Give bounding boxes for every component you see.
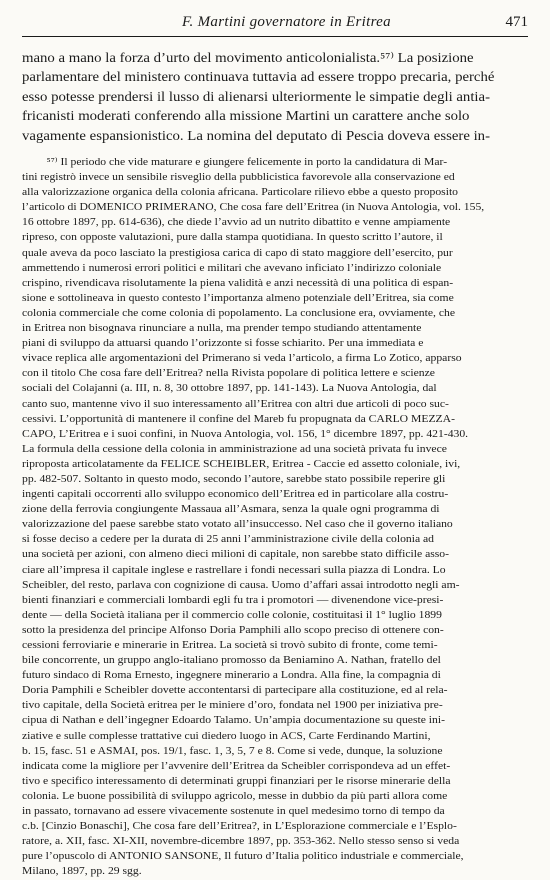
footnote-line: cessivi. L’opportunità di mantenere il confine del Mareb fu propugnata da CARLO MEZZA- xyxy=(22,413,455,425)
body-paragraph xyxy=(22,48,528,145)
footnote-57 xyxy=(22,155,528,880)
footnote-line: 16 ottobre 1897, pp. 614-636), che diede l’avvio ad un nutrito dibattito e venne ampiamente xyxy=(22,217,451,229)
footnote-line: CAPO, L’Eritrea e i suoi confini, in Nuova Antologia, vol. 156, 1° dicembre 1897, pp. 421-430. xyxy=(22,428,469,440)
footnote-line: c.b. [Cinzio Bonaschi], Che cosa fare dell’Eritrea?, in L’Esplorazione commerciale e l’Esplo- xyxy=(22,821,457,833)
footnote-line: ⁵⁷⁾ Il periodo che vide maturare e giungere felicemente in porto la candidatura di Mar- xyxy=(46,157,448,168)
body-line: parlamentare del ministero continuava tuttavia ad essere troppo precaria, perché xyxy=(22,69,495,85)
footnote-line: valorizzazione del paese sarebbe stato votato all’insuccesso. Nel caso che il governo italiano xyxy=(22,519,453,531)
footnote-line: futuro sindaco di Roma Ernesto, ingegnere minerario a Londra. Alla fine, la compagnia di xyxy=(22,670,441,682)
footnote-line: ammettendo i numerosi errori politici e militari che avevano inficiato l’indirizzo coloniale xyxy=(22,262,442,274)
footnote-line: La formula della cessione della colonia in amministrazione ad una società privata fu invece xyxy=(22,443,447,455)
footnote-line: bienti finanziari e commerciali lombardi egli fu tra i promotori — divenendone vice-presi- xyxy=(22,594,444,606)
footnote-line: l’articolo di DOMENICO PRIMERANO, Che cosa fare dell’Eritrea (in Nuova Antologia, vol. 155, xyxy=(22,202,485,214)
footnote-line: dente — della Società italiana per il commercio colle colonie, costituitasi il 1° luglio 1899 xyxy=(22,609,442,621)
footnote-line: colonia commerciale che come colonia di popolamento. La conclusione era, ovviamente, che xyxy=(22,307,456,319)
footnote-line: canto suo, mantenne vivo il suo interessamento all’Eritrea con altri due articoli di poco suc- xyxy=(22,398,449,410)
running-title: F. Martini governatore in Eritrea xyxy=(182,14,391,30)
footnote-line: tini registrò invece un sensibile risveglio della pubblicistica favorevole alla conservazione ed xyxy=(22,172,455,184)
footnote-line: Milano, 1897, pp. 29 sgg. xyxy=(22,866,142,878)
footnote-line: bile concorrente, un gruppo anglo-italiano promosso da Beniamino A. Nathan, fratello del xyxy=(22,655,441,667)
footnote-line: cipua di Nathan e dell’ingegner Edoardo Talamo. Un’ampia documentazione su queste ini- xyxy=(22,715,445,727)
footnote-line: zione della ferrovia congiungente Massaua all’Asmara, senza la quale ogni programma di xyxy=(22,504,440,516)
footnote-line: ciare all’impresa il capitale inglese e rastrellare i fondi necessari sulla piazza di Londra. Lo xyxy=(22,564,446,576)
body-line: mano a mano la forza d’urto del movimento anticolonialista.⁵⁷⁾ La posizione xyxy=(22,50,474,65)
footnote-line: si fosse deciso a cedere per la durata di 25 anni l’amministrazione civile della colonia ad xyxy=(22,534,435,546)
footnote-line: tivo capitale, della Società eritrea per le miniere d’oro, fondata nel 1900 per iniziativa pre- xyxy=(22,700,443,712)
footnote-line: sotto la presidenza del principe Alfonso Doria Pamphili allo scopo preciso di ottenere con- xyxy=(22,624,444,636)
footnote-line: pure l’opuscolo di ANTONIO SANSONE, Il futuro d’Italia politico industriale e commerciale, xyxy=(22,851,464,863)
footnote-line: una società per azioni, con almeno dieci milioni di capitale, non sarebbe stato difficile asso- xyxy=(22,549,449,561)
footnote-line: ratore, a. XII, fasc. XI-XII, novembre-dicembre 1897, pp. 353-362. Nello stesso senso si veda xyxy=(22,836,460,848)
footnote-line: pp. 482-507. Soltanto in questo modo, secondo l’autore, sarebbe stato possibile reperire gli xyxy=(22,473,446,485)
footnote-line: quale aveva da poco lasciato la prestigiosa carica di capo di stato maggiore dell’esercito, pur xyxy=(22,247,453,259)
footnote-line: ingenti capitali occorrenti allo sviluppo economico dell’Eritrea ed in particolare alla costru- xyxy=(22,489,449,501)
footnote-line: sociali del Colajanni (a. III, n. 8, 30 ottobre 1897, pp. 141-143). La Nuova Antologia, dal xyxy=(22,383,437,395)
footnote-line: b. 15, fasc. 51 e ASMAI, pos. 19/1, fasc. 1, 3, 5, 7 e 8. Come si vede, dunque, la soluzione xyxy=(22,745,443,757)
footnote-line: vivace replica alle argomentazioni del Primerano si veda l’articolo, a firma Lo Zotico, apparso xyxy=(22,353,462,365)
header-rule xyxy=(22,36,528,37)
footnote-line: sione e sottolineava in questo contesto l’importanza almeno potenziale dell’Eritrea, sia come xyxy=(22,292,454,304)
footnote-line: ziative e sulle complesse trattative cui diedero luogo in ACS, Carte Ferdinando Martini, xyxy=(22,730,431,742)
body-line: fricanisti moderati conferendo alla missione Martini un carattere anche solo xyxy=(22,108,470,124)
footnote-line: alla valorizzazione organica della colonia africana. Particolare rilievo ebbe a questo proposito xyxy=(22,187,459,199)
footnote-line: in Eritrea non bisognava rinunciare a nulla, ma prender tempo studiando attentamente xyxy=(22,323,422,335)
footnote-line: crispino, rivendicava risolutamente la piena validità e anzi necessità di una politica di espan- xyxy=(22,277,454,289)
footnote-line: Doria Pamphili e Scheibler dovette accontentarsi di partecipare alla costituzione, ed al rela- xyxy=(22,685,448,697)
footnote-line: indicata come la migliore per l’avvenire dell’Eritrea da Scheibler corrispondeva ad un effet- xyxy=(22,760,451,772)
footnote-line: ripreso, con opposte valutazioni, pure dalla stampa quotidiana. In questo scritto l’autore, il xyxy=(22,232,443,244)
footnote-line: colonia. Le buone possibilità di sviluppo agricolo, messe in dubbio da più parti allora come xyxy=(22,790,448,802)
footnote-line: piani di sviluppo da attuarsi quando l’orizzonte si fosse schiarito. Per una immediata e xyxy=(22,338,424,350)
footnote-line: cessioni ferroviarie e minerarie in Eritrea. La società si trovò subito di fronte, come temi- xyxy=(22,640,438,651)
body-line: vagamente espansionistico. La nomina del deputato di Pescia doveva essere in- xyxy=(22,127,490,143)
body-line: esso potesse prendersi il lusso di alienarsi ulteriormente le simpatie degli antia- xyxy=(22,88,491,104)
footnote-line: Scheibler, del resto, parlava con cognizione di causa. Uomo d’affari assai introdotto negli am- xyxy=(22,579,460,591)
footnote-line: con il titolo Che cosa fare dell’Eritrea? nella Rivista popolare di politica lettere e scienze xyxy=(22,368,435,380)
footnote-line: riproposta articolatamente da FELICE SCHEIBLER, Eritrea - Caccie ed assetto coloniale, ivi, xyxy=(22,458,461,470)
page-number: 471 xyxy=(505,14,528,30)
footnote-line: tivo e specifico interessamento di determinati gruppi finanziari per le risorse minerarie della xyxy=(22,775,451,787)
footnote-line: in passato, tornavano ad essere vivacemente sostenute in quel medesimo torno di tempo da xyxy=(22,806,445,818)
